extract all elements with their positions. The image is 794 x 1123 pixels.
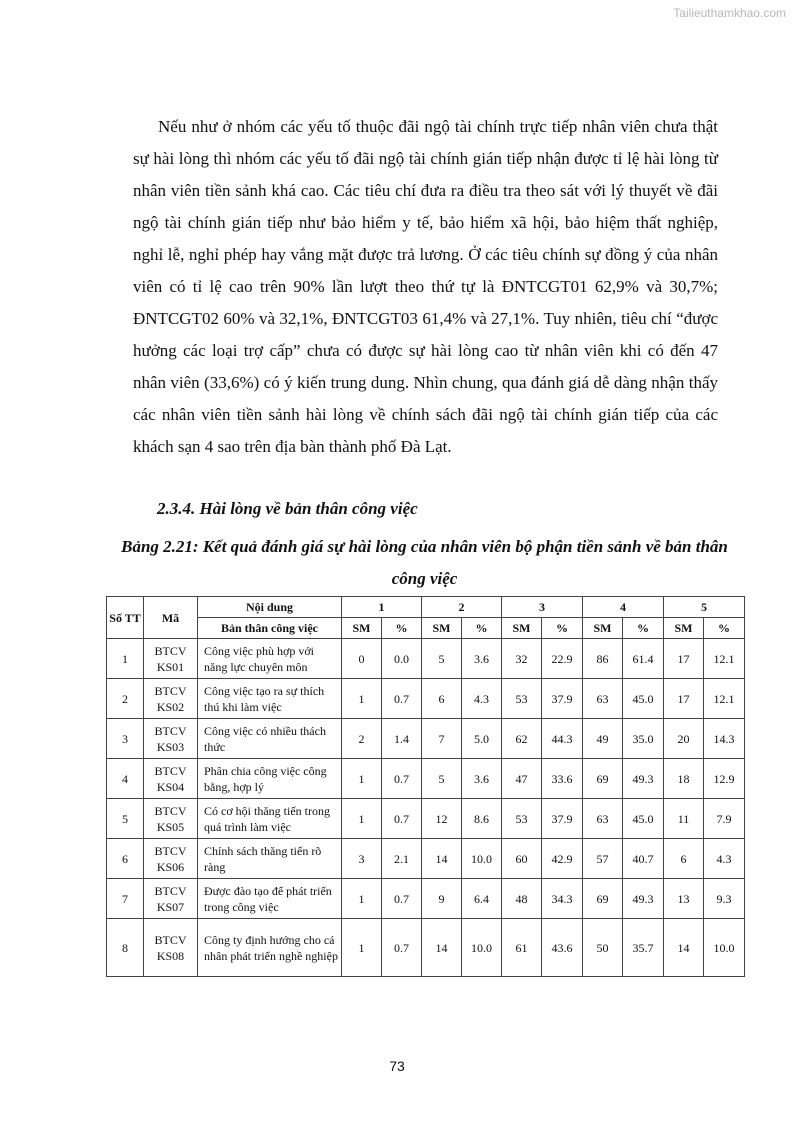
- body-paragraph: Nếu như ở nhóm các yếu tố thuộc đãi ngộ tài chính trực tiếp nhân viên chưa thật sự hài lòng thì nhóm các yếu tố đãi ngộ tài chính gián tiếp nhận được tỉ lệ hài lòng từ nhân viên tiền sảnh khá cao. Các tiêu chí đưa ra điều tra theo sát với lý thuyết về đãi ngộ tài chính gián tiếp như bảo hiểm y tế, bảo hiểm xã hội, bảo hiệm thất nghiệp, nghỉ lễ, nghỉ phép hay vắng mặt được trả lương. Ở các tiêu chính sự đồng ý của nhân viên có tỉ lệ cao trên 90% lần lượt theo thứ tự là ĐNTCGT01 62,9% và 30,7%; ĐNTCGT02 60% và 32,1%, ĐNTCGT03 61,4% và 27,1%. Tuy nhiên, tiêu chí “được hưởng các loại trợ cấp” chưa có được sự hài lòng cao từ nhân viên khi có đến 47 nhân viên (33,6%) có ý kiến trung dung. Nhìn chung, qua đánh giá dễ dàng nhận thấy các nhân viên tiền sảnh hài lòng về chính sách đãi ngộ tài chính gián tiếp của các khách sạn 4 sao trên địa bàn thành phố Đà Lạt.: [133, 117, 718, 456]
- cell-pct: 40.7: [623, 839, 664, 879]
- row-content: Chính sách thăng tiến rõ ràng: [198, 839, 342, 879]
- cell-sm: 1: [342, 879, 382, 919]
- cell-sm: 20: [664, 719, 704, 759]
- header-pct: %: [623, 618, 664, 639]
- header-sm: SM: [422, 618, 462, 639]
- row-stt: 7: [107, 879, 144, 919]
- row-content: Được đào tạo để phát triển trong công việc: [198, 879, 342, 919]
- header-level-2: 2: [422, 597, 502, 618]
- row-stt: 3: [107, 719, 144, 759]
- header-pct: %: [704, 618, 745, 639]
- row-stt: 4: [107, 759, 144, 799]
- row-content: Công việc có nhiều thách thức: [198, 719, 342, 759]
- cell-sm: 7: [422, 719, 462, 759]
- cell-pct: 49.3: [623, 759, 664, 799]
- cell-pct: 3.6: [462, 759, 502, 799]
- cell-pct: 37.9: [542, 679, 583, 719]
- cell-pct: 0.7: [382, 879, 422, 919]
- cell-sm: 11: [664, 799, 704, 839]
- header-pct: %: [382, 618, 422, 639]
- row-stt: 1: [107, 639, 144, 679]
- cell-sm: 6: [664, 839, 704, 879]
- cell-sm: 2: [342, 719, 382, 759]
- watermark: Tailieuthamkhao.com: [673, 6, 786, 20]
- header-level-3: 3: [502, 597, 583, 618]
- row-code: BTCV KS01: [144, 639, 198, 679]
- cell-sm: 69: [583, 879, 623, 919]
- header-sm: SM: [664, 618, 704, 639]
- header-level-1: 1: [342, 597, 422, 618]
- cell-pct: 35.7: [623, 919, 664, 977]
- results-table: [106, 596, 745, 977]
- table-row: [107, 879, 745, 919]
- header-ma: Mã: [144, 597, 198, 639]
- cell-sm: 60: [502, 839, 542, 879]
- cell-pct: 33.6: [542, 759, 583, 799]
- row-content: Có cơ hội thăng tiến trong quá trình làm việc: [198, 799, 342, 839]
- cell-sm: 48: [502, 879, 542, 919]
- cell-sm: 5: [422, 639, 462, 679]
- row-code: BTCV KS03: [144, 719, 198, 759]
- cell-pct: 9.3: [704, 879, 745, 919]
- cell-sm: 5: [422, 759, 462, 799]
- cell-pct: 37.9: [542, 799, 583, 839]
- table-row: [107, 759, 745, 799]
- header-level-5: 5: [664, 597, 745, 618]
- cell-sm: 14: [664, 919, 704, 977]
- cell-sm: 1: [342, 759, 382, 799]
- cell-pct: 44.3: [542, 719, 583, 759]
- cell-sm: 63: [583, 679, 623, 719]
- header-pct: %: [542, 618, 583, 639]
- cell-pct: 34.3: [542, 879, 583, 919]
- cell-pct: 42.9: [542, 839, 583, 879]
- cell-pct: 6.4: [462, 879, 502, 919]
- cell-sm: 47: [502, 759, 542, 799]
- cell-sm: 17: [664, 679, 704, 719]
- cell-sm: 53: [502, 799, 542, 839]
- cell-pct: 4.3: [462, 679, 502, 719]
- cell-pct: 35.0: [623, 719, 664, 759]
- cell-pct: 4.3: [704, 839, 745, 879]
- cell-sm: 18: [664, 759, 704, 799]
- cell-pct: 22.9: [542, 639, 583, 679]
- table-row: [107, 799, 745, 839]
- cell-pct: 8.6: [462, 799, 502, 839]
- table-row: [107, 679, 745, 719]
- table-row: [107, 919, 745, 977]
- row-code: BTCV KS06: [144, 839, 198, 879]
- cell-pct: 10.0: [704, 919, 745, 977]
- cell-pct: 10.0: [462, 839, 502, 879]
- cell-pct: 0.0: [382, 639, 422, 679]
- header-sm: SM: [342, 618, 382, 639]
- header-stt: Số TT: [107, 597, 144, 639]
- cell-sm: 1: [342, 799, 382, 839]
- cell-pct: 12.1: [704, 679, 745, 719]
- cell-sm: 1: [342, 679, 382, 719]
- cell-sm: 62: [502, 719, 542, 759]
- cell-sm: 3: [342, 839, 382, 879]
- cell-pct: 61.4: [623, 639, 664, 679]
- table-row: [107, 839, 745, 879]
- row-stt: 6: [107, 839, 144, 879]
- row-content: Công việc tạo ra sự thích thú khi làm việc: [198, 679, 342, 719]
- row-code: BTCV KS08: [144, 919, 198, 977]
- row-code: BTCV KS07: [144, 879, 198, 919]
- cell-pct: 0.7: [382, 679, 422, 719]
- row-code: BTCV KS05: [144, 799, 198, 839]
- header-ban-than: Bản thân công việc: [198, 618, 342, 639]
- row-stt: 2: [107, 679, 144, 719]
- row-stt: 8: [107, 919, 144, 977]
- cell-sm: 69: [583, 759, 623, 799]
- table-caption: Bảng 2.21: Kết quả đánh giá sự hài lòng của nhân viên bộ phận tiền sảnh về bản thân công việc: [121, 537, 728, 588]
- row-content: Công việc phù hợp với năng lực chuyên môn: [198, 639, 342, 679]
- row-code: BTCV KS02: [144, 679, 198, 719]
- table-row: [107, 719, 745, 759]
- header-noi-dung: Nội dung: [198, 597, 342, 618]
- cell-sm: 0: [342, 639, 382, 679]
- header-pct: %: [462, 618, 502, 639]
- cell-sm: 57: [583, 839, 623, 879]
- cell-sm: 53: [502, 679, 542, 719]
- cell-sm: 1: [342, 919, 382, 977]
- cell-sm: 32: [502, 639, 542, 679]
- page-number: 73: [389, 1058, 405, 1074]
- cell-sm: 9: [422, 879, 462, 919]
- cell-pct: 43.6: [542, 919, 583, 977]
- cell-pct: 49.3: [623, 879, 664, 919]
- section-heading: 2.3.4. Hài lòng về bản thân công việc: [157, 499, 418, 518]
- cell-sm: 14: [422, 839, 462, 879]
- cell-sm: 50: [583, 919, 623, 977]
- cell-pct: 45.0: [623, 679, 664, 719]
- cell-pct: 0.7: [382, 919, 422, 977]
- row-content: Phân chia công việc công bằng, hợp lý: [198, 759, 342, 799]
- cell-sm: 14: [422, 919, 462, 977]
- cell-sm: 6: [422, 679, 462, 719]
- cell-pct: 7.9: [704, 799, 745, 839]
- cell-sm: 13: [664, 879, 704, 919]
- header-sm: SM: [502, 618, 542, 639]
- cell-sm: 12: [422, 799, 462, 839]
- cell-pct: 0.7: [382, 759, 422, 799]
- table-row: [107, 639, 745, 679]
- cell-pct: 2.1: [382, 839, 422, 879]
- cell-sm: 61: [502, 919, 542, 977]
- row-code: BTCV KS04: [144, 759, 198, 799]
- row-content: Công ty định hướng cho cá nhân phát triển nghề nghiệp: [198, 919, 342, 977]
- cell-pct: 12.1: [704, 639, 745, 679]
- cell-pct: 14.3: [704, 719, 745, 759]
- cell-sm: 17: [664, 639, 704, 679]
- header-row-2: [107, 618, 745, 639]
- cell-pct: 12.9: [704, 759, 745, 799]
- cell-pct: 10.0: [462, 919, 502, 977]
- cell-sm: 49: [583, 719, 623, 759]
- header-sm: SM: [583, 618, 623, 639]
- cell-pct: 0.7: [382, 799, 422, 839]
- header-row-1: [107, 597, 745, 618]
- cell-pct: 3.6: [462, 639, 502, 679]
- cell-pct: 45.0: [623, 799, 664, 839]
- row-stt: 5: [107, 799, 144, 839]
- cell-pct: 5.0: [462, 719, 502, 759]
- cell-sm: 86: [583, 639, 623, 679]
- cell-sm: 63: [583, 799, 623, 839]
- header-level-4: 4: [583, 597, 664, 618]
- cell-pct: 1.4: [382, 719, 422, 759]
